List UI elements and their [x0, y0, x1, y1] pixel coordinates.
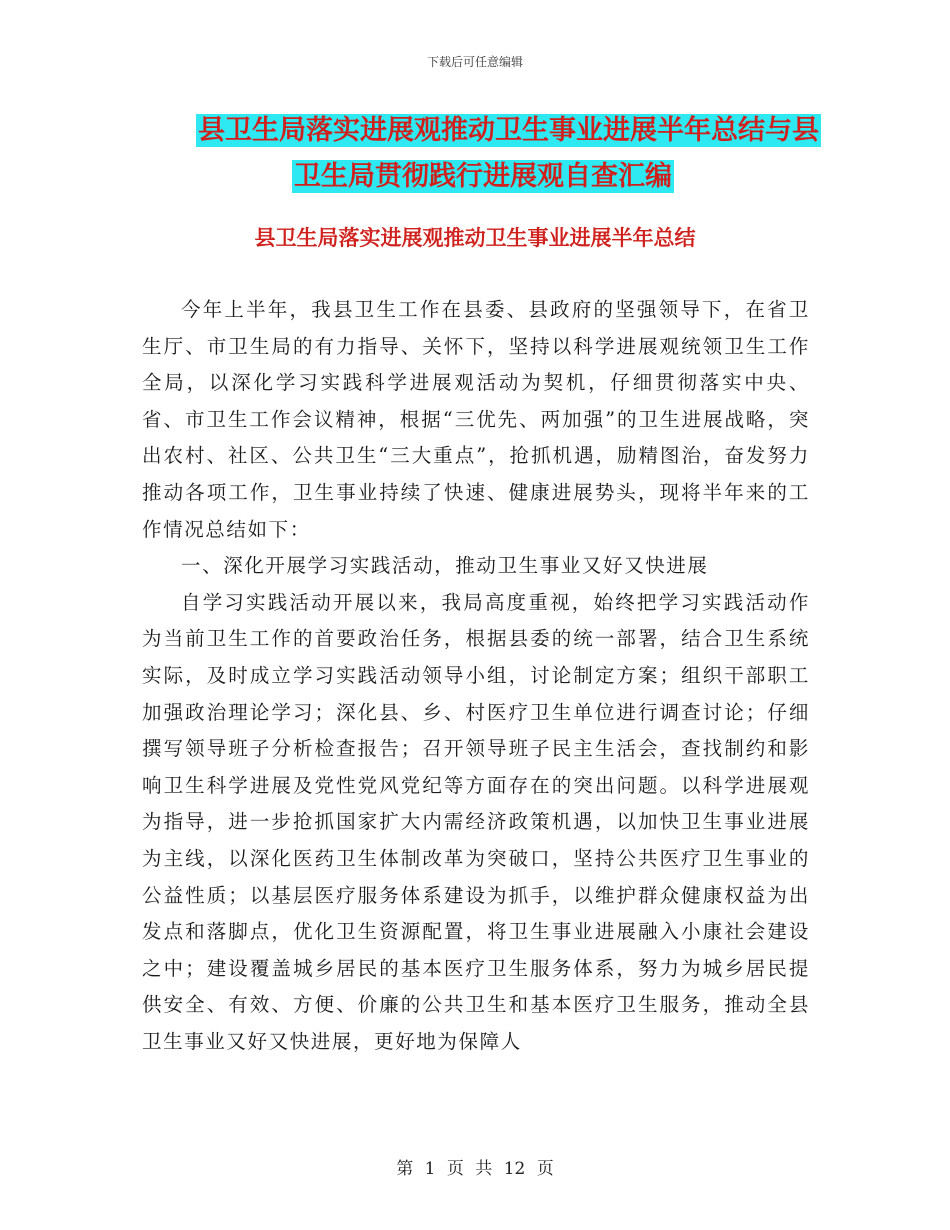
paragraph-activity: 自学习实践活动开展以来，我局高度重视，始终把学习实践活动作为当前卫生工作的首要政治任务，根据县委的统一部署，结合卫生系统实际，及时成立学习实践活动领导小组，讨论制定方案；组织干部职工加强政治理论学习；深化县、乡、村医疗卫生单位进行调查讨论；仔细撰写领导班子分析检查报告；召开领导班子民主生活会，查找制约和影响卫生科学进展及党性党风党纪等方面存在的突出问题。以科学进展观为指导，进一步抢抓国家扩大内需经济政策机遇，以加快卫生事业进展为主线，以深化医药卫生体制改革为突破口，坚持公共医疗卫生事业的公益性质；以基层医疗服务体系建设为抓手，以维护群众健康权益为出发点和落脚点，优化卫生资源配置，将卫生事业进展融入小康社会建设之中；建设覆盖城乡居民的基本医疗卫生服务体系，努力为城乡居民提供安全、有效、方便、价廉的公共卫生和基本医疗卫生服务，推动全县卫生事业又好又快进展，更好地为保障人 [142, 590, 810, 1053]
document-title [150, 108, 830, 200]
page-number: 第 1 页 共 12 页 [396, 1159, 554, 1179]
section-title: 县卫生局落实进展观推动卫生事业进展半年总结 [254, 226, 696, 250]
title-line-1-text: 县卫生局落实进展观推动卫生事业进展半年总结与县 [198, 115, 819, 146]
paragraph-intro: 今年上半年，我县卫生工作在县委、县政府的坚强领导下，在省卫生厅、市卫生局的有力指导、关怀下，坚持以科学进展观统领卫生工作全局，以深化学习实践科学进展观活动为契机，仔细贯彻落实中央、省、市卫生工作会议精神，根据“三优先、两加强”的卫生进展战略，突出农村、社区、公共卫生“三大重点”，抢抓机遇，励精图治，奋发努力推动各项工作，卫生事业持续了快速、健康进展势头，现将半年来的工作情况总结如下： [142, 298, 810, 541]
header-note: 下载后可任意编辑 [426, 55, 523, 69]
title-line-2 [150, 154, 830, 200]
paragraph-heading-1: 一、深化开展学习实践活动，推动卫生事业又好又快进展 [181, 554, 709, 578]
title-line-1 [150, 108, 830, 154]
title-line-2-text: 卫生局贯彻践行进展观自查汇编 [294, 161, 672, 192]
body-text [142, 292, 810, 1060]
